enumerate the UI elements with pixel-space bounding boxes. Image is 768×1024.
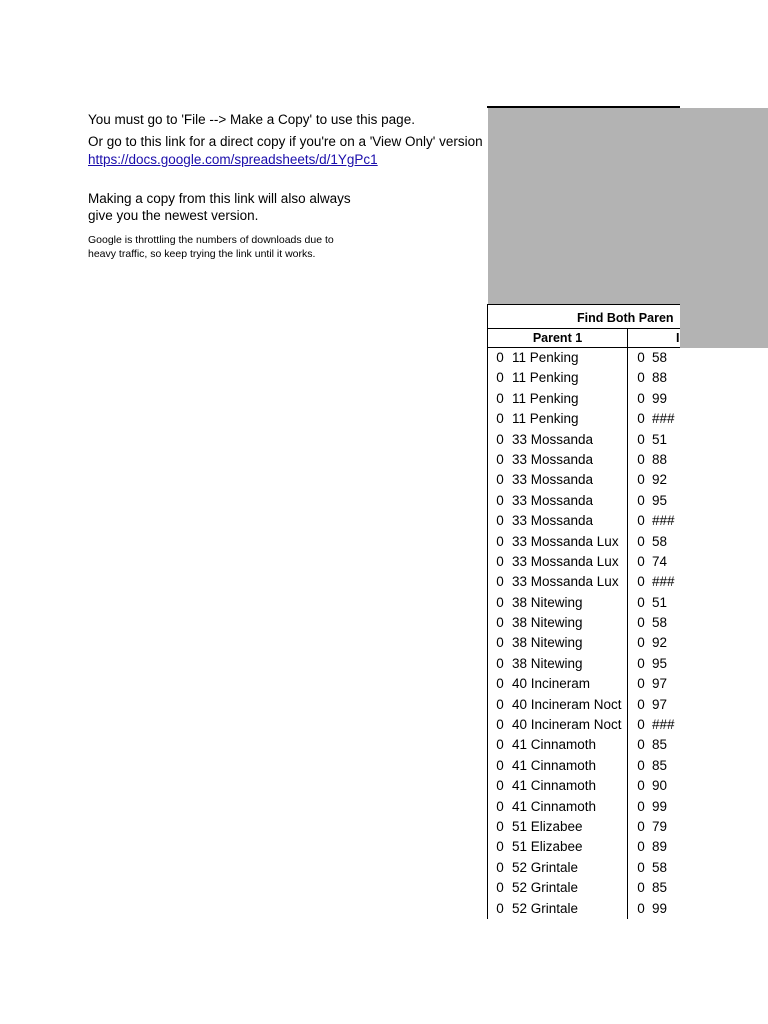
throttle-note-2: heavy traffic, so keep trying the link until it works. (88, 247, 316, 260)
table-row[interactable] (488, 837, 680, 857)
row-parent1-count: 0 (496, 513, 504, 529)
row-parent1-count: 0 (496, 757, 504, 773)
row-parent2-count: 0 (637, 880, 645, 896)
row-parent1-count: 0 (496, 859, 504, 875)
table-row[interactable] (488, 572, 680, 592)
row-parent2-value: 58 (652, 350, 668, 365)
row-parent2-count: 0 (637, 533, 645, 549)
table-row[interactable] (488, 450, 680, 470)
row-parent1-name: 51 Elizabee (512, 837, 628, 857)
table-row[interactable] (488, 409, 680, 429)
row-parent1-name: 41 Cinnamoth (512, 735, 628, 755)
row-parent2-value: ### (652, 513, 675, 529)
row-parent2-count: 0 (637, 451, 645, 467)
row-parent1-name: 11 Penking (512, 348, 628, 368)
row-parent2-count: 0 (637, 594, 645, 610)
table-row[interactable] (488, 491, 680, 511)
row-parent2-value: 74 (652, 553, 668, 569)
row-parent2-count: 0 (637, 350, 645, 365)
row-parent2-value: ### (652, 411, 675, 427)
row-parent1-count: 0 (496, 798, 504, 814)
row-parent2-value: 58 (652, 615, 668, 631)
row-parent2-count: 0 (637, 370, 645, 386)
row-parent2-count: 0 (637, 839, 645, 855)
row-parent1-count: 0 (496, 370, 504, 386)
instruction-view-only: Or go to this link for a direct copy if you're on a 'View Only' version (88, 134, 483, 149)
table-row[interactable] (488, 633, 680, 653)
table-row[interactable] (488, 348, 680, 368)
instruction-newest-1: Making a copy from this link will also always (88, 191, 351, 206)
table-row[interactable] (488, 430, 680, 450)
row-parent1-name: 40 Incineram Noct (512, 695, 628, 715)
table-row[interactable] (488, 613, 680, 633)
table-row[interactable] (488, 776, 680, 796)
table-row[interactable] (488, 470, 680, 490)
row-parent2-count: 0 (637, 431, 645, 447)
table-row[interactable] (488, 756, 680, 776)
row-parent1-count: 0 (496, 696, 504, 712)
instruction-make-copy: You must go to 'File --> Make a Copy' to use this page. (88, 112, 415, 127)
row-parent2-value: ### (652, 574, 675, 590)
table-row[interactable] (488, 878, 680, 898)
row-parent1-count: 0 (496, 615, 504, 631)
table-row[interactable] (488, 368, 680, 388)
row-parent1-name: 33 Mossanda Lux (512, 572, 628, 592)
row-parent2-count: 0 (637, 655, 645, 671)
row-parent1-name: 38 Nitewing (512, 654, 628, 674)
table-row[interactable] (488, 674, 680, 694)
row-parent2-count: 0 (637, 472, 645, 488)
row-parent2-value: 92 (652, 635, 668, 651)
row-parent1-name: 11 Penking (512, 389, 628, 409)
row-parent1-count: 0 (496, 411, 504, 427)
row-parent1-name: 41 Cinnamoth (512, 797, 628, 817)
row-parent2-value: 99 (652, 798, 668, 814)
row-parent1-name: 40 Incineram Noct (512, 715, 628, 735)
row-parent1-count: 0 (496, 818, 504, 834)
table-row[interactable] (488, 552, 680, 572)
row-parent2-count: 0 (637, 900, 645, 916)
row-parent2-value: 88 (652, 451, 668, 467)
row-parent1-count: 0 (496, 594, 504, 610)
row-parent1-count: 0 (496, 451, 504, 467)
row-parent1-name: 41 Cinnamoth (512, 756, 628, 776)
row-parent1-name: 33 Mossanda Lux (512, 532, 628, 552)
throttle-note-1: Google is throttling the numbers of downloads due to (88, 234, 334, 246)
table-header (487, 328, 680, 348)
row-parent2-count: 0 (637, 676, 645, 692)
row-parent1-name: 38 Nitewing (512, 633, 628, 653)
row-parent1-count: 0 (496, 492, 504, 508)
row-parent2-value: 92 (652, 472, 668, 488)
row-parent1-count: 0 (496, 655, 504, 671)
header-parent-2: I (676, 331, 680, 345)
row-parent2-value: 89 (652, 839, 668, 855)
row-parent1-name: 33 Mossanda Lux (512, 552, 628, 572)
row-parent1-count: 0 (496, 350, 504, 365)
table-row[interactable] (488, 593, 680, 613)
row-parent2-value: 88 (652, 370, 668, 386)
row-parent1-count: 0 (496, 553, 504, 569)
row-parent2-value: 99 (652, 900, 668, 916)
table-row[interactable] (488, 389, 680, 409)
table-row[interactable] (488, 817, 680, 837)
row-parent2-count: 0 (637, 635, 645, 651)
row-parent1-name: 33 Mossanda (512, 491, 628, 511)
row-parent2-count: 0 (637, 818, 645, 834)
gray-header-block (488, 108, 680, 304)
row-parent1-count: 0 (496, 472, 504, 488)
row-parent1-count: 0 (496, 574, 504, 590)
row-parent2-value: ### (652, 717, 675, 733)
row-parent1-name: 41 Cinnamoth (512, 776, 628, 796)
header-parent-1: Parent 1 (488, 329, 628, 347)
row-parent2-count: 0 (637, 553, 645, 569)
row-parent2-value: 79 (652, 818, 668, 834)
row-parent1-name: 38 Nitewing (512, 613, 628, 633)
row-parent2-value: 58 (652, 533, 668, 549)
row-parent1-count: 0 (496, 717, 504, 733)
row-parent2-count: 0 (637, 757, 645, 773)
table-row[interactable] (488, 735, 680, 755)
table-row[interactable] (488, 797, 680, 817)
row-parent1-name: 33 Mossanda (512, 511, 628, 531)
row-parent1-name: 52 Grintale (512, 858, 628, 878)
row-parent1-name: 11 Penking (512, 368, 628, 388)
row-parent1-name: 52 Grintale (512, 899, 628, 919)
row-parent2-count: 0 (637, 717, 645, 733)
row-parent2-count: 0 (637, 574, 645, 590)
row-parent1-count: 0 (496, 900, 504, 916)
row-parent1-count: 0 (496, 737, 504, 753)
row-parent1-count: 0 (496, 390, 504, 406)
row-parent2-count: 0 (637, 859, 645, 875)
table-row[interactable] (488, 899, 680, 919)
table-row[interactable] (488, 654, 680, 674)
row-parent2-count: 0 (637, 696, 645, 712)
row-parent2-count: 0 (637, 778, 645, 794)
row-parent1-count: 0 (496, 431, 504, 447)
parents-table (487, 304, 680, 919)
row-parent2-value: 97 (652, 676, 668, 692)
row-parent1-name: 33 Mossanda (512, 470, 628, 490)
row-parent2-value: 58 (652, 859, 668, 875)
row-parent1-name: 33 Mossanda (512, 450, 628, 470)
table-row[interactable] (488, 532, 680, 552)
table-row[interactable] (488, 858, 680, 878)
row-parent1-count: 0 (496, 676, 504, 692)
row-parent2-count: 0 (637, 513, 645, 529)
row-parent2-value: 95 (652, 655, 668, 671)
instruction-newest-2: give you the newest version. (88, 208, 259, 223)
row-parent2-value: 95 (652, 492, 668, 508)
row-parent2-value: 51 (652, 594, 668, 610)
row-parent1-count: 0 (496, 635, 504, 651)
copy-link[interactable]: https://docs.google.com/spreadsheets/d/1YgPc1 (88, 152, 378, 167)
row-parent1-name: 51 Elizabee (512, 817, 628, 837)
table-row[interactable] (488, 511, 680, 531)
row-parent2-count: 0 (637, 390, 645, 406)
row-parent1-count: 0 (496, 778, 504, 794)
gray-side-panel (680, 108, 768, 348)
row-parent1-name: 38 Nitewing (512, 593, 628, 613)
row-parent2-count: 0 (637, 615, 645, 631)
table-row[interactable] (488, 695, 680, 715)
row-parent2-count: 0 (637, 798, 645, 814)
row-parent2-value: 99 (652, 390, 668, 406)
table-title: Find Both Paren (487, 304, 680, 328)
row-parent1-name: 52 Grintale (512, 878, 628, 898)
row-parent2-value: 90 (652, 778, 668, 794)
row-parent2-value: 97 (652, 696, 668, 712)
table-body (487, 348, 680, 919)
row-parent1-count: 0 (496, 880, 504, 896)
row-parent2-count: 0 (637, 737, 645, 753)
row-parent2-value: 85 (652, 737, 668, 753)
row-parent1-name: 33 Mossanda (512, 430, 628, 450)
row-parent1-name: 11 Penking (512, 409, 628, 429)
row-parent2-count: 0 (637, 492, 645, 508)
row-parent1-count: 0 (496, 533, 504, 549)
row-parent2-value: 85 (652, 880, 668, 896)
row-parent1-count: 0 (496, 839, 504, 855)
table-row[interactable] (488, 715, 680, 735)
row-parent1-name: 40 Incineram (512, 674, 628, 694)
row-parent2-value: 85 (652, 757, 668, 773)
row-parent2-value: 51 (652, 431, 668, 447)
row-parent2-count: 0 (637, 411, 645, 427)
